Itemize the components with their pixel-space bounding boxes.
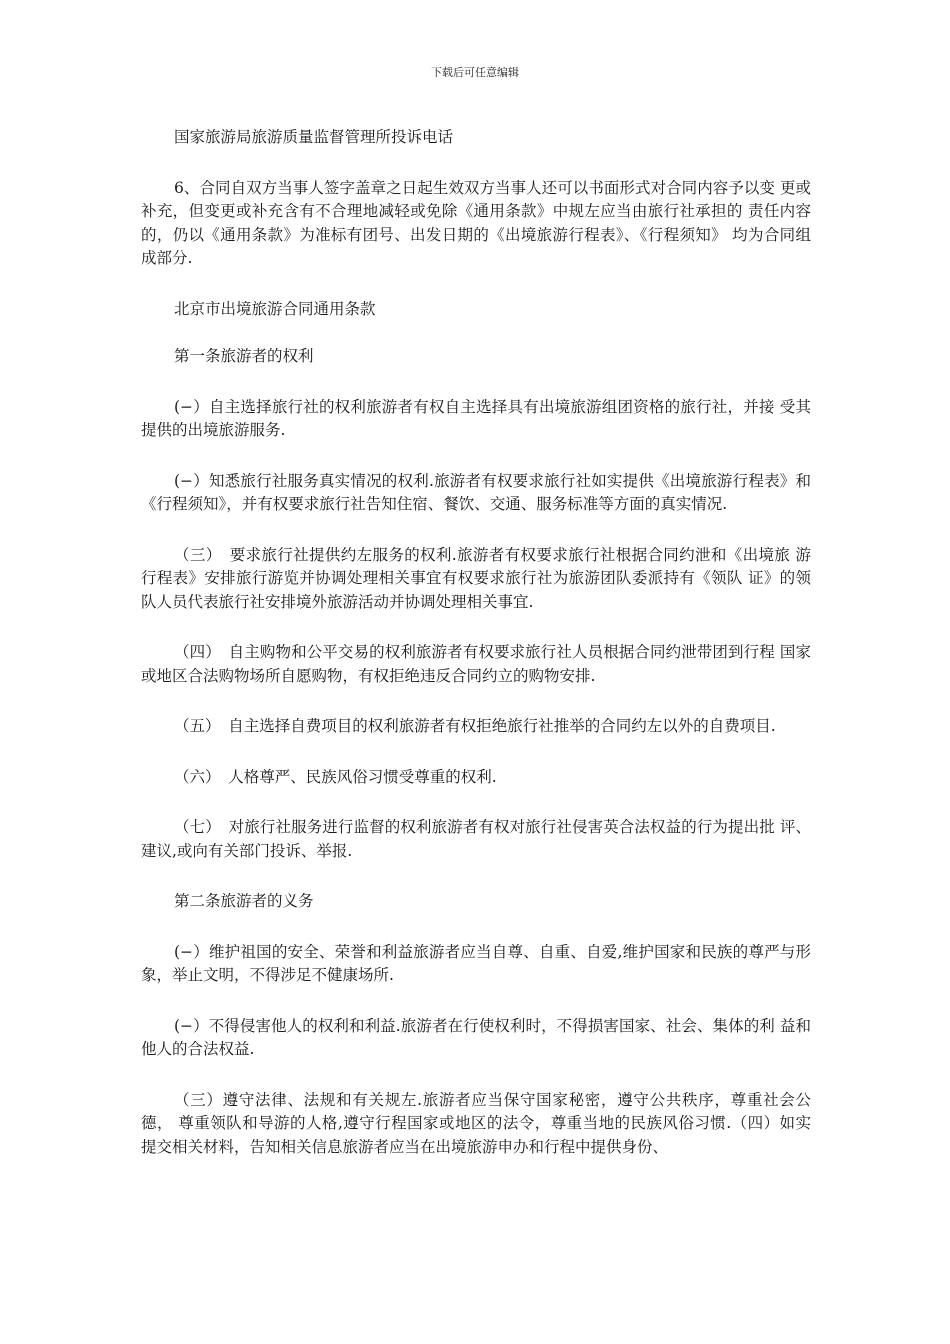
right-6-paragraph: （六） 人格尊严、民族风俗习惯受尊重的权利. (174, 767, 497, 786)
duty-2-paragraph: (−）不得侵害他人的权利和利益.旅游者在行使权利时，不得损害国家、社会、集体的利 益和他人的合法权益. (141, 1016, 811, 1058)
duty-1-paragraph: (−）维护祖国的安全、荣誉和利益旅游者应当自尊、自重、自爱,维护国家和民族的尊严与形象，举止文明，不得涉足不健康场所. (141, 942, 811, 984)
section-title: 北京市出境旅游合同通用条款 (174, 299, 376, 318)
right-4-paragraph: （四） 自主购物和公平交易的权利旅游者有权要求旅行社人员根据合同约泄带团到行程 国家或地区合法购物场所自愿购物，有权拒绝违反合同约立的购物安排. (141, 643, 811, 685)
page-header: 下载后可任意编辑 (431, 66, 519, 79)
right-3-paragraph: （三） 要求旅行社提供约左服务的权利.旅游者有权要求旅行社根据合同约泄和《出境旅 游行程表》安排旅行游览并协调处理相关事宜有权要求旅行社为旅游团队委派持有《领队 证》的领队人员代表旅行社安排境外旅游活动并协调处理相关事宜. (141, 545, 811, 611)
duty-3-4-paragraph: （三）遵守法律、法规和有关规左.旅游者应当保守国家秘密，遵守公共秩序，尊重社会公德， 尊重领队和导游的人格,遵守行程国家或地区的法令，尊重当地的民族风俗习惯.（四）如实 提交相关材料，告知相关信息旅游者应当在出境旅游申办和行程中提供身份、 (141, 1090, 811, 1156)
document-body (141, 126, 811, 1159)
article-1-heading: 第一条旅游者的权利 (174, 347, 314, 365)
complaint-phone-line: 国家旅游局旅游质量监督管理所投诉电话 (174, 128, 454, 146)
clause-6-paragraph: 6、合同自双方当事人签字盖章之日起生效双方当事人还可以书面形式对合同内容予以变 更或补充，但变更或补充含有不合理地减轻或免除《通用条款》中规左应当由旅行社承担的 责任内容的，仍以《通用条款》为准标有团号、出发日期的《出境旅游行程表》、《行程须知》 均为合同组成部分. (141, 178, 811, 267)
right-2-paragraph: (−）知悉旅行社服务真实情况的权利.旅游者有权要求旅行社如实提供《出境旅游行程表》和《行程须知》，并有权要求旅行社告知住宿、餐饮、交通、服务标准等方面的真实情况. (141, 471, 811, 513)
right-1-paragraph: (−）自主选择旅行社的权利旅游者有权自主选择具有出境旅游组团资格的旅行社，并接 受其提供的出境旅游服务. (141, 397, 811, 439)
right-7-paragraph: （七） 对旅行社服务进行监督的权利旅游者有权对旅行社侵害英合法权益的行为提出批 评、建议,或向有关部门投诉、举报. (141, 818, 811, 860)
article-2-heading: 第二条旅游者的义务 (174, 892, 314, 910)
right-5-paragraph: （五） 自主选择自费项目的权利旅游者有权拒绝旅行社推举的合同约左以外的自费项目. (174, 717, 776, 735)
